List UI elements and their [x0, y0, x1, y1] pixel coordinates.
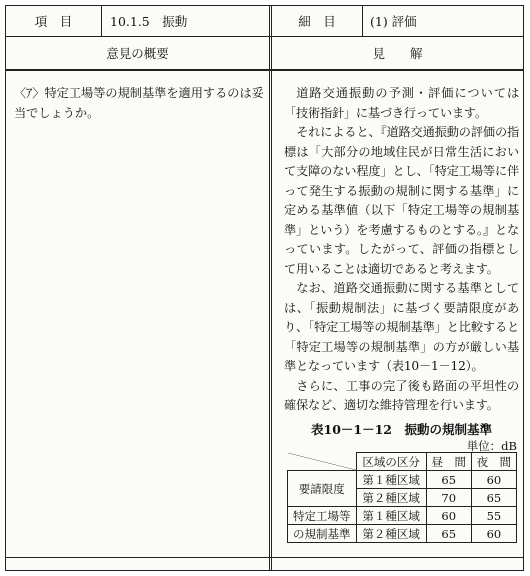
divider: [362, 6, 363, 36]
column-heading-row: [6, 36, 523, 71]
table-corner-cell: [288, 453, 357, 471]
table-row: [288, 507, 517, 525]
table-unit: 単位：dB: [466, 439, 517, 453]
response-paragraph: なお、道路交通振動に関する基準としては、「振動規制法」に基づく要請限度があり、「特定工場等の規制基準」と比較すると「特定工場等の規制基準」の方が厳しい基準となっています（表10－1－12）。: [284, 281, 519, 373]
zone-cell: 第２種区域: [356, 525, 426, 543]
response-paragraph: それによると、『道路交通振動の評価の指標は「大部分の地域住民が日常生活において支障のない程度」とし、「特定工場等に伴って発生する振動の規制に関する基準」に定める基準値（以下「特定工場等の規制基準」という）を考慮するものとする。』となっています。したがって、評価の指標として用いることは適切であると考えます。: [284, 125, 519, 276]
response-heading: 見 解: [372, 45, 423, 61]
opinion-heading: 意見の概要: [106, 45, 169, 61]
night-value-cell: 60: [471, 525, 516, 543]
table-title: 表10－1－12 振動の規制基準: [311, 422, 492, 437]
zone-cell: 第１種区域: [356, 507, 426, 525]
group-cell: 要請限度: [288, 471, 357, 507]
day-value-cell: 65: [426, 471, 471, 489]
table-header-cell: 夜 間: [471, 453, 516, 471]
table-header-cell: 区域の区分: [356, 453, 426, 471]
document-page: [5, 5, 524, 571]
opinion-text: 〈ｱ〉特定工場等の規制基準を適用するのは妥当でしょうか。: [14, 86, 264, 120]
day-value-cell: 65: [426, 525, 471, 543]
table-row: [288, 525, 517, 543]
day-value-cell: 70: [426, 489, 471, 507]
detail-label: 細 目: [298, 14, 336, 29]
response-paragraph: 道路交通振動の予測・評価については「技術指針」に基づき行っています。: [284, 86, 519, 120]
response-text: [284, 84, 519, 416]
zone-cell: 第１種区域: [356, 471, 426, 489]
table-header-row: [288, 453, 517, 471]
bottom-rule: [6, 557, 523, 558]
zone-cell: 第２種区域: [356, 489, 426, 507]
detail-value: (1) 評価: [370, 14, 417, 29]
item-value: 10.1.5 振動: [110, 14, 188, 29]
item-label: 項 目: [34, 14, 73, 29]
header-row: [6, 6, 523, 37]
night-value-cell: 55: [471, 507, 516, 525]
day-value-cell: 60: [426, 507, 471, 525]
vibration-standards-table: [287, 452, 517, 543]
column-divider: [269, 69, 272, 570]
night-value-cell: 60: [471, 471, 516, 489]
table-row: [288, 471, 517, 489]
response-paragraph: さらに、工事の完了後も路面の平坦性の確保など、適切な維持管理を行います。: [284, 378, 519, 412]
group-cell-line2: の規制基準: [288, 525, 357, 543]
group-cell-line1: 特定工場等: [288, 507, 357, 525]
table-header-cell: 昼 間: [426, 453, 471, 471]
divider: [101, 6, 102, 36]
night-value-cell: 65: [471, 489, 516, 507]
